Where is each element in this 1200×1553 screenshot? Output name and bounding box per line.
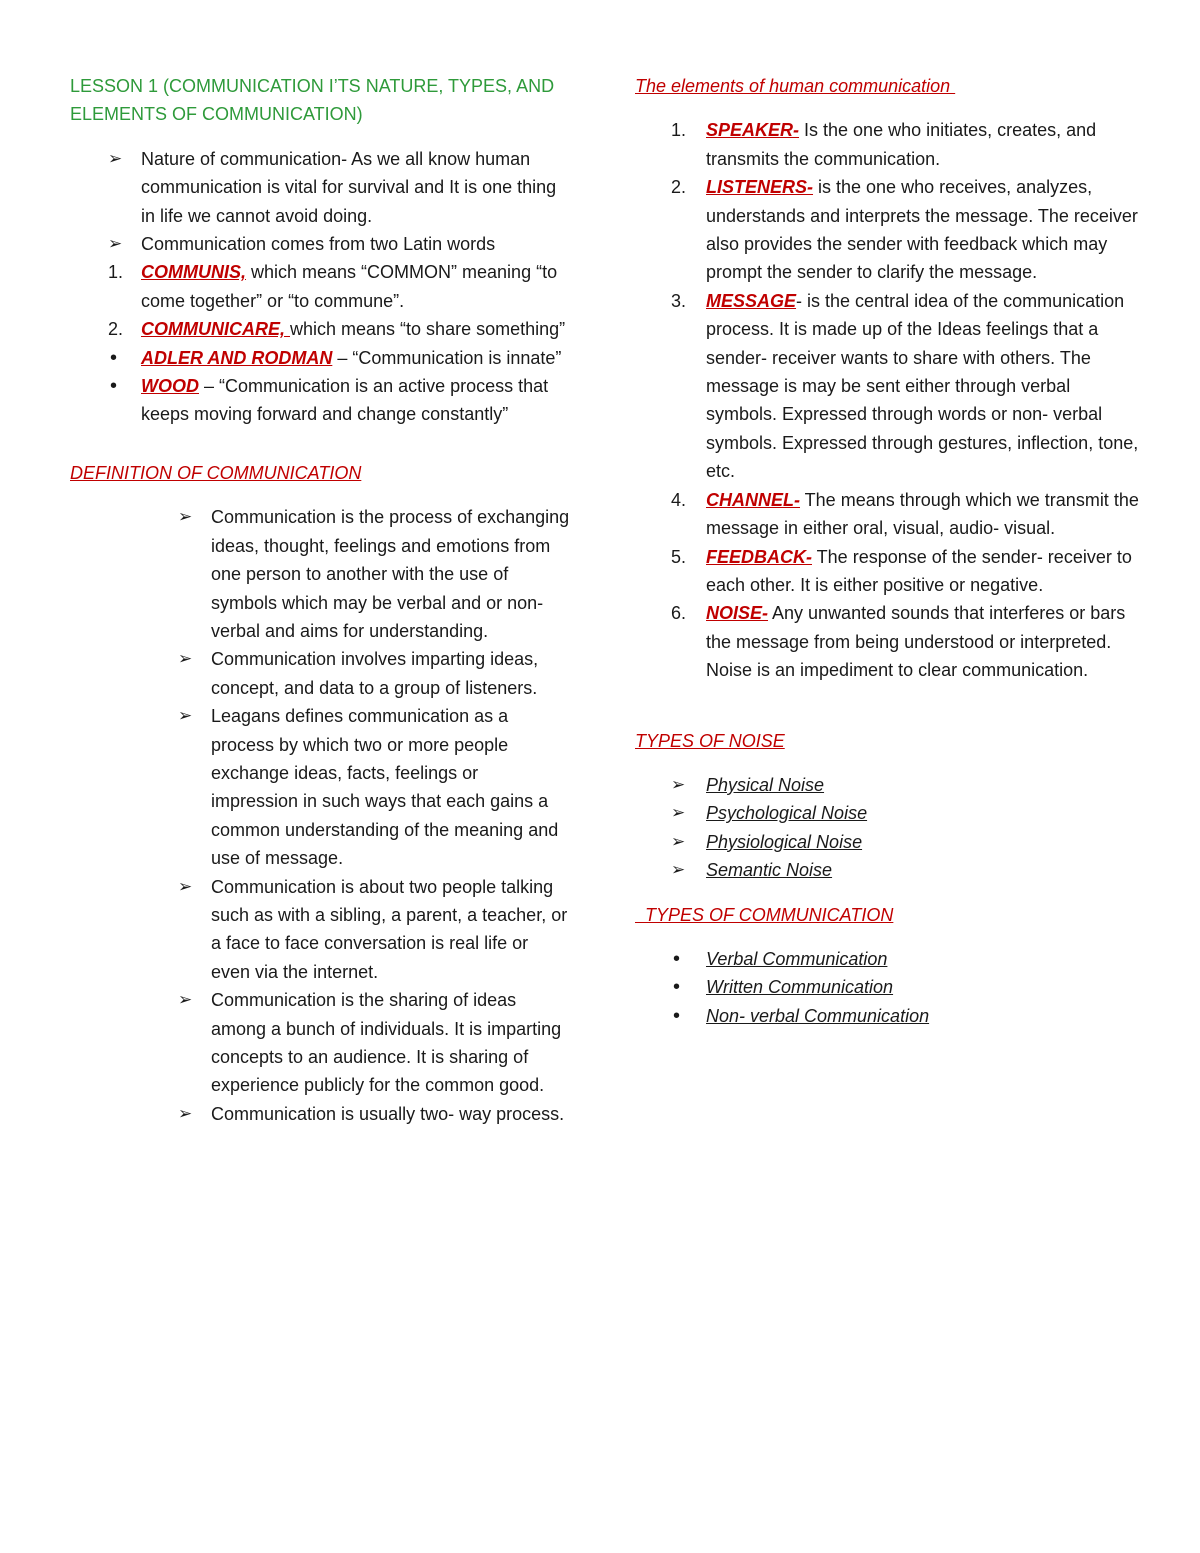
arrow-bullet-icon: ➢ [108,148,123,168]
element-message [635,287,1145,486]
channel-term: CHANNEL- [706,489,800,510]
arrow-bullet-icon: ➢ [671,831,686,851]
element-speaker [635,116,1145,173]
element-channel [635,486,1145,543]
communis-term: COMMUNIS, [141,262,246,283]
message-text: - is the central idea of the communication process. It is made up of the Ideas feelings that a sender- receiver wants to share with others. The message is may be sent either through verbal symbols. Expressed through words or non- verbal symbols. Expressed through gestures, inflection, tone, etc. [706,290,1139,482]
listeners-text: is the one who receives, analyzes, understands and interprets the message. The receiver also provides the sender with feedback which may prompt the sender to clarify the message. [706,177,1138,283]
list-item-communicare [70,315,570,343]
noise-term: NOISE- [706,603,769,624]
element-feedback [635,543,1145,600]
listeners-term: LISTENERS- [706,177,814,198]
list-number: 1. [671,120,687,141]
element-noise [635,599,1145,684]
definition-item: ➢ Communication involves imparting ideas, concept, and data to a group of listeners. [70,645,570,702]
nature-text: Nature of communication- As we all know human communication is vital for survival and It is one thing in life we cannot avoid doing. [141,148,557,226]
arrow-bullet-icon: ➢ [178,1103,193,1123]
comm-type-item: • Written Communication [635,973,1145,1001]
arrow-bullet-icon: ➢ [178,507,193,527]
noise-type-item: ➢ Psychological Noise [635,799,1145,827]
definition-heading: DEFINITION OF COMMUNICATION [70,462,362,483]
bullet-dot-icon: • [673,947,681,970]
arrow-bullet-icon: ➢ [108,234,123,254]
bullet-dot-icon: • [673,1004,681,1027]
definition-item: ➢ Communication is usually two- way process. [70,1100,570,1128]
comm-types-heading: TYPES OF COMMUNICATION [635,904,894,925]
definition-item: ➢ Communication is about two people talking such as with a sibling, a parent, a teacher, or a face to face conversation is real life or even via the internet. [70,873,570,987]
bullet-dot-icon: • [110,375,118,398]
communicare-term: COMMUNICARE, [141,319,290,340]
list-item-communis [70,258,570,315]
lesson-title-line2: ELEMENTS OF COMMUNICATION) [70,104,363,125]
list-item-adler [70,344,570,372]
list-item-wood [70,372,570,429]
arrow-bullet-icon: ➢ [178,990,193,1010]
elements-heading: The elements of human communication [635,76,956,96]
feedback-term: FEEDBACK- [706,546,812,567]
list-item-nature [70,145,570,230]
left-column [70,72,570,1128]
list-number: 3. [671,290,687,311]
list-number: 2. [671,177,687,198]
noise-types-heading: TYPES OF NOISE [635,730,785,751]
noise-text: Any unwanted sounds that interferes or bars the message from being understood or interpreted. Noise is an impediment to clear communication. [706,603,1126,681]
adler-text: – “Communication is innate” [332,347,562,368]
message-term: MESSAGE [706,290,797,311]
communis-text: which means “COMMON” meaning “to come together” or “to commune”. [141,262,558,311]
list-number: 6. [671,603,687,624]
feedback-text: The response of the sender- receiver to each other. It is either positive or negative. [706,546,1132,595]
arrow-bullet-icon: ➢ [671,803,686,823]
noise-type-item: ➢ Physiological Noise [635,828,1145,856]
bullet-dot-icon: • [110,346,118,369]
arrow-bullet-icon: ➢ [178,876,193,896]
arrow-bullet-icon: ➢ [671,860,686,880]
definition-item: ➢ Communication is the process of exchanging ideas, thought, feelings and emotions from one person to another with the use of symbols which may be verbal and or non- verbal and aims for understanding. [70,503,570,645]
right-column [635,72,1145,1030]
comm-type-item: • Verbal Communication [635,945,1145,973]
list-number: 4. [671,489,687,510]
comm-type-item: • Non- verbal Communication [635,1002,1145,1030]
arrow-bullet-icon: ➢ [178,706,193,726]
list-number: 1. [108,262,124,283]
definition-item: ➢ Communication is the sharing of ideas among a bunch of individuals. It is imparting concepts to an audience. It is sharing of experience publicly for the common good. [70,986,570,1100]
definition-item: ➢ Leagans defines communication as a process by which two or more people exchange ideas, facts, feelings or impression in such ways that each gains a common understanding of the meaning and use of message. [70,702,570,872]
adler-term: ADLER AND RODMAN [141,347,333,368]
wood-term: WOOD [141,376,199,397]
speaker-text: Is the one who initiates, creates, and transmits the communication. [706,120,1097,169]
list-number: 2. [108,319,124,340]
communicare-text: which means “to share something” [290,319,566,340]
noise-type-item: ➢ Semantic Noise [635,856,1145,884]
arrow-bullet-icon: ➢ [178,649,193,669]
noise-type-item: ➢ Physical Noise [635,771,1145,799]
element-listeners [635,173,1145,287]
list-number: 5. [671,546,687,567]
lesson-title-line1: LESSON 1 (COMMUNICATION I’TS NATURE, TYPES, AND [70,76,555,96]
channel-text: The means through which we transmit the message in either oral, visual, audio- visual. [706,489,1139,539]
arrow-bullet-icon: ➢ [671,774,686,794]
bullet-dot-icon: • [673,976,681,999]
speaker-term: SPEAKER- [706,120,800,141]
latin-text: Communication comes from two Latin words [141,234,496,255]
wood-text: – “Communication is an active process that keeps moving forward and change constantly” [141,376,549,425]
list-item-latin [70,230,570,258]
